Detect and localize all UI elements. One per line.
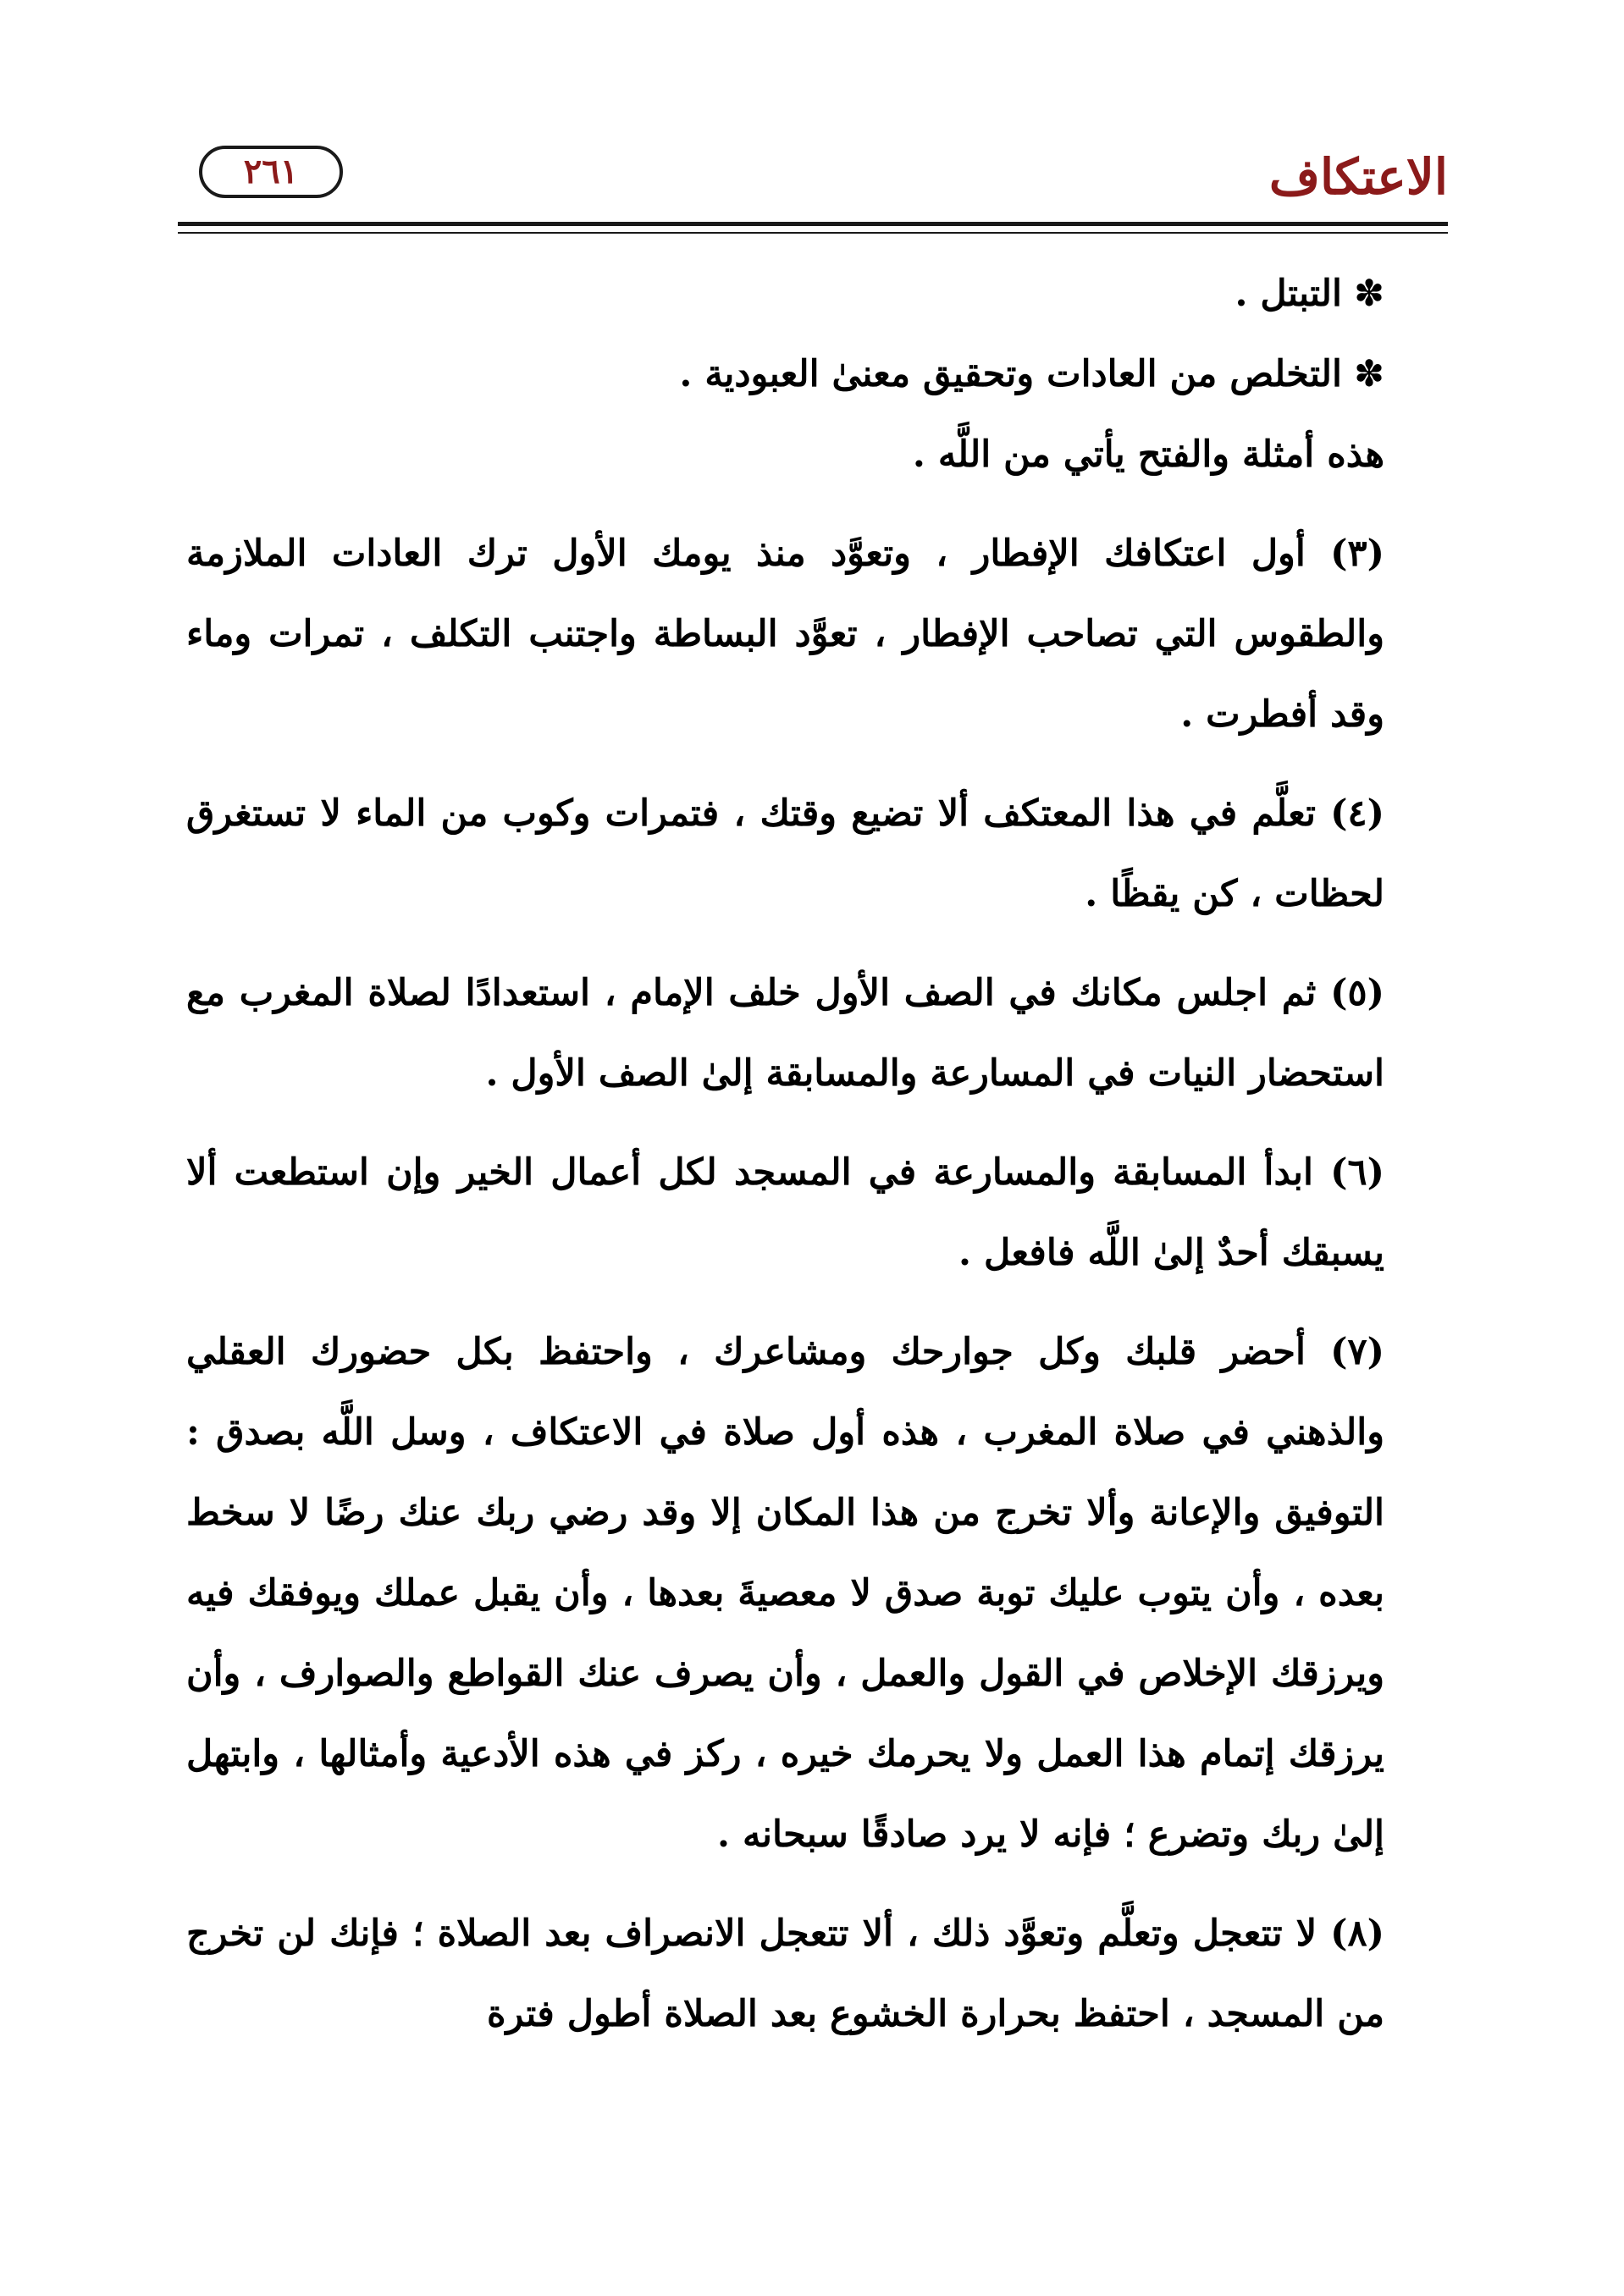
bullet-text: التخلص من العادات وتحقيق معنىٰ العبودية . (679, 353, 1342, 395)
page-body (186, 254, 1448, 2055)
header-rule-thin (178, 232, 1448, 234)
chapter-title: الاعتكاف (1268, 148, 1448, 206)
asterisk-bullet-icon: ✽ (1353, 273, 1384, 315)
bullet-text: التبتل . (1235, 273, 1342, 315)
paragraph-7: (٧) أحضر قلبك وكل جوارحك ومشاعرك ، واحتفظ بكل حضورك العقلي والذهني في صلاة المغرب ، هذه أول صلاة في الاعتكاف ، وسل اللَّه بصدق : التوفيق والإعانة وألا تخرج من هذا المكان إلا وقد رضي ربك عنك رضًا لا سخط بعده ، وأن يتوب عليك توبة صدق لا معصيةَ بعدها ، وأن يقبل عملك ويوفقك فيه ويرزقك الإخلاص في القول والعمل ، وأن يصرف عنك القواطع والصوارف ، وأن يرزقك إتمام هذا العمل ولا يحرمك خيره ، ركز في هذه الأدعية وأمثالها ، وابتهل إلىٰ ربك وتضرع ؛ فإنه لا يرد صادقًا سبحانه . (186, 1331, 1384, 1856)
page-header (178, 135, 1448, 212)
paragraph-4: (٤) تعلَّم في هذا المعتكف ألا تضيع وقتك ، فتمرات وكوب من الماء لا تستغرق لحظات ، كن يقظًا . (186, 792, 1384, 915)
page-number-badge (199, 146, 343, 198)
paragraph-5: (٥) ثم اجلس مكانك في الصف الأول خلف الإمام ، استعدادًا لصلاة المغرب مع استحضار النيات في المسارعة والمسابقة إلىٰ الصف الأول . (186, 972, 1384, 1095)
intro-line: هذه أمثلة والفتح يأتي من اللَّه . (912, 433, 1384, 476)
bullet-item (186, 254, 1448, 334)
paragraph-3: (٣) أول اعتكافك الإفطار ، وتعوَّد منذ يومك الأول ترك العادات الملازمة والطقوس التي تصاحب الإفطار ، تعوَّد البساطة واجتنب التكلف ، تمرات وماء وقد أفطرت . (186, 533, 1384, 736)
header-rule-thick (178, 222, 1448, 226)
bullet-item (186, 334, 1448, 415)
paragraph-6: (٦) ابدأ المسابقة والمسارعة في المسجد لكل أعمال الخير وإن استطعت ألا يسبقك أحدٌ إلىٰ اللَّه فافعل . (186, 1151, 1384, 1274)
page-number: ٢٦١ (243, 152, 299, 191)
asterisk-bullet-icon: ✽ (1353, 353, 1384, 395)
paragraph-8: (٨) لا تتعجل وتعلَّم وتعوَّد ذلك ، ألا تتعجل الانصراف بعد الصلاة ؛ فإنك لن تخرج من المسجد ، احتفظ بحرارة الخشوع بعد الصلاة أطول فترة (186, 1912, 1384, 2035)
